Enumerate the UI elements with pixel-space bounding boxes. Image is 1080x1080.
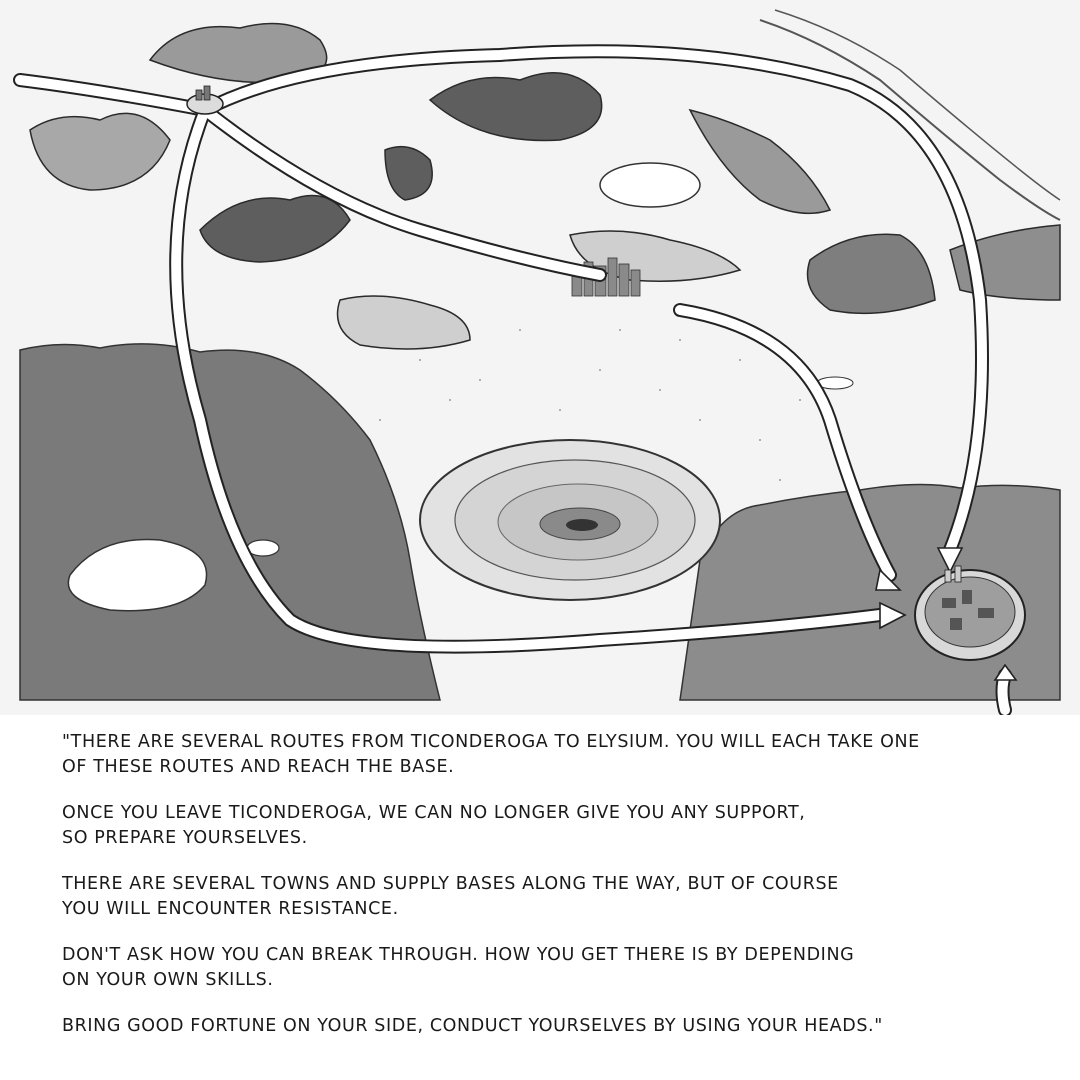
caption-line: THERE ARE SEVERAL TOWNS AND SUPPLY BASES ALONG THE WAY, BUT OF COURSE xyxy=(62,874,839,894)
caption-line: OF THESE ROUTES AND REACH THE BASE. xyxy=(62,757,455,777)
caption-paragraph-3 xyxy=(62,872,1052,922)
caption-paragraph-1 xyxy=(62,730,1052,780)
small-pond xyxy=(247,540,279,556)
caption-paragraph-4 xyxy=(62,943,1052,993)
caption-text xyxy=(62,730,1052,1070)
caption-line: SO PREPARE YOURSELVES. xyxy=(62,828,308,848)
crater xyxy=(420,440,720,600)
caption-line: ON YOUR OWN SKILLS. xyxy=(62,970,274,990)
caption-line: BRING GOOD FORTUNE ON YOUR SIDE, CONDUCT YOURSELVES BY USING YOUR HEADS." xyxy=(62,1016,883,1036)
caption-line: "THERE ARE SEVERAL ROUTES FROM TICONDEROGA TO ELYSIUM. YOU WILL EACH TAKE ONE xyxy=(62,732,920,752)
lake xyxy=(600,163,700,207)
caption-paragraph-5 xyxy=(62,1014,1052,1039)
caption-line: YOU WILL ENCOUNTER RESISTANCE. xyxy=(62,899,399,919)
caption-paragraph-2 xyxy=(62,801,1052,851)
caption-line: DON'T ASK HOW YOU CAN BREAK THROUGH. HOW YOU GET THERE IS BY DEPENDING xyxy=(62,945,855,965)
caption-line: ONCE YOU LEAVE TICONDEROGA, WE CAN NO LONGER GIVE YOU ANY SUPPORT, xyxy=(62,803,806,823)
